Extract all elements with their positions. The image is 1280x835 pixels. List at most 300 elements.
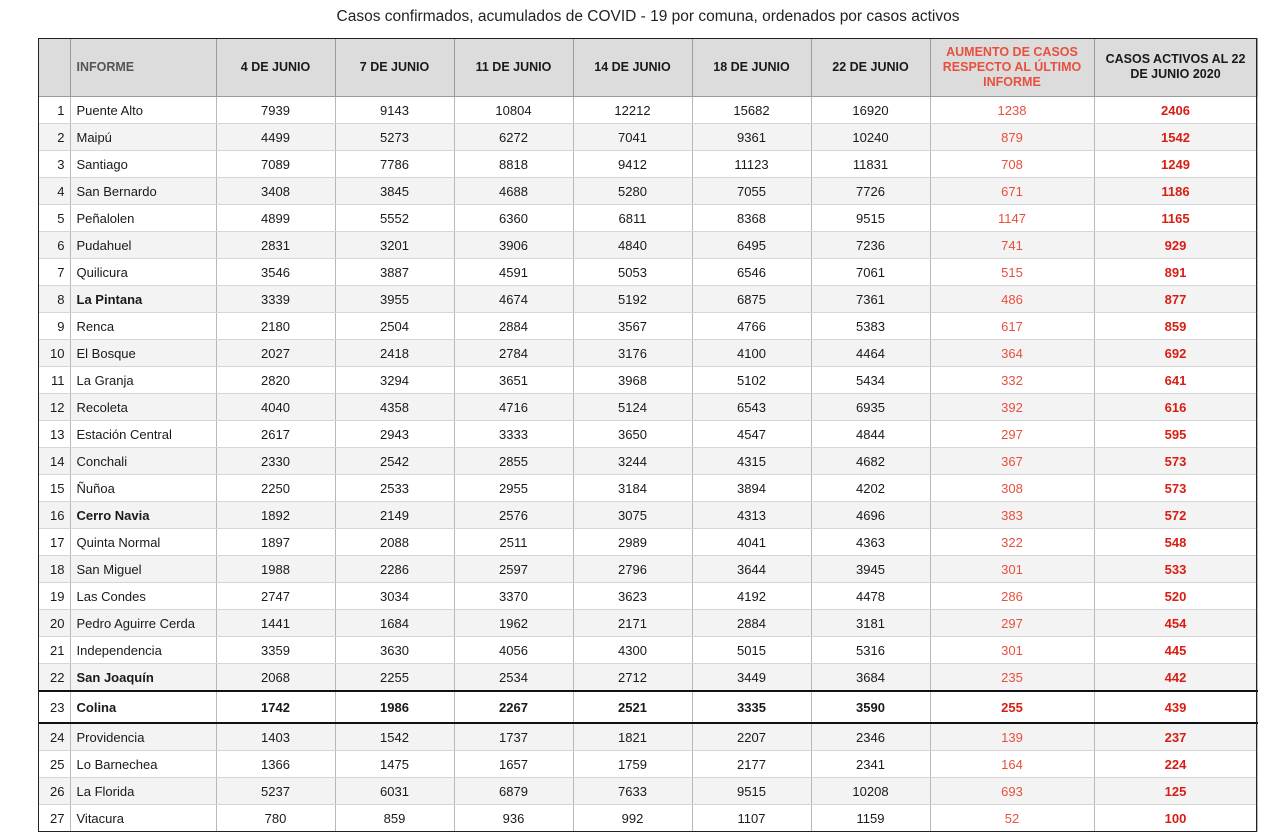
cases-jun-11-cell: 4716 [454,394,573,421]
cases-jun-22-cell: 2346 [811,723,930,751]
cases-jun-22-cell: 16920 [811,97,930,124]
increase-cell: 392 [930,394,1094,421]
cases-jun-4-cell: 1366 [216,751,335,778]
cases-jun-14-cell: 9412 [573,151,692,178]
rank-cell: 3 [38,151,70,178]
increase-cell: 235 [930,664,1094,692]
rank-cell: 8 [38,286,70,313]
cases-jun-22-cell: 3590 [811,691,930,723]
table-row [38,529,1257,556]
rank-cell: 21 [38,637,70,664]
cases-jun-14-cell: 3623 [573,583,692,610]
cases-jun-18-cell: 2207 [692,723,811,751]
comuna-cell: Renca [70,313,216,340]
comuna-cell: Conchali [70,448,216,475]
comuna-cell: Ñuñoa [70,475,216,502]
cases-jun-14-cell: 3567 [573,313,692,340]
cases-jun-4-cell: 1897 [216,529,335,556]
increase-cell: 297 [930,610,1094,637]
cases-jun-18-cell: 4041 [692,529,811,556]
header-active: CASOS ACTIVOS AL 22 DE JUNIO 2020 [1094,38,1257,97]
cases-jun-14-cell: 3968 [573,367,692,394]
covid-table-container [38,38,1257,832]
cases-jun-7-cell: 3887 [335,259,454,286]
table-row [38,286,1257,313]
table-row [38,313,1257,340]
cases-jun-11-cell: 2955 [454,475,573,502]
cases-jun-22-cell: 3181 [811,610,930,637]
cases-jun-22-cell: 4464 [811,340,930,367]
cases-jun-4-cell: 7939 [216,97,335,124]
active-cases-cell: 533 [1094,556,1257,583]
cases-jun-4-cell: 1988 [216,556,335,583]
cases-jun-14-cell: 5124 [573,394,692,421]
active-cases-cell: 1249 [1094,151,1257,178]
comuna-cell: Vitacura [70,805,216,832]
cases-jun-14-cell: 7041 [573,124,692,151]
cases-jun-22-cell: 10240 [811,124,930,151]
cases-jun-18-cell: 11123 [692,151,811,178]
active-cases-cell: 929 [1094,232,1257,259]
increase-cell: 308 [930,475,1094,502]
cases-jun-22-cell: 1159 [811,805,930,832]
increase-cell: 515 [930,259,1094,286]
cases-jun-18-cell: 3894 [692,475,811,502]
rank-cell: 9 [38,313,70,340]
cases-jun-11-cell: 3906 [454,232,573,259]
table-row [38,205,1257,232]
table-row [38,151,1257,178]
cases-jun-18-cell: 7055 [692,178,811,205]
header-date-4: 14 DE JUNIO [573,38,692,97]
cases-jun-22-cell: 7361 [811,286,930,313]
cases-jun-11-cell: 6272 [454,124,573,151]
increase-cell: 322 [930,529,1094,556]
cases-jun-18-cell: 4192 [692,583,811,610]
cases-jun-22-cell: 7061 [811,259,930,286]
cases-jun-11-cell: 2855 [454,448,573,475]
cases-jun-14-cell: 5053 [573,259,692,286]
cases-jun-18-cell: 4547 [692,421,811,448]
increase-cell: 367 [930,448,1094,475]
cases-jun-18-cell: 3449 [692,664,811,692]
increase-cell: 617 [930,313,1094,340]
cases-jun-7-cell: 3294 [335,367,454,394]
active-cases-cell: 520 [1094,583,1257,610]
comuna-cell: Santiago [70,151,216,178]
header-date-1: 4 DE JUNIO [216,38,335,97]
rank-cell: 2 [38,124,70,151]
cases-jun-7-cell: 3034 [335,583,454,610]
comuna-cell: San Bernardo [70,178,216,205]
active-cases-cell: 439 [1094,691,1257,723]
cases-jun-7-cell: 3845 [335,178,454,205]
cases-jun-14-cell: 7633 [573,778,692,805]
cases-jun-7-cell: 1475 [335,751,454,778]
comuna-cell: Cerro Navia [70,502,216,529]
increase-cell: 301 [930,556,1094,583]
table-header [38,38,1257,97]
comuna-cell: Recoleta [70,394,216,421]
active-cases-cell: 125 [1094,778,1257,805]
cases-jun-4-cell: 7089 [216,151,335,178]
cases-jun-4-cell: 3339 [216,286,335,313]
cases-jun-4-cell: 3359 [216,637,335,664]
cases-jun-22-cell: 11831 [811,151,930,178]
header-increase: AUMENTO DE CASOS RESPECTO AL ÚLTIMO INFORME [930,38,1094,97]
cases-jun-14-cell: 2989 [573,529,692,556]
active-cases-cell: 445 [1094,637,1257,664]
cases-jun-4-cell: 1892 [216,502,335,529]
cases-jun-14-cell: 1821 [573,723,692,751]
cases-jun-11-cell: 1737 [454,723,573,751]
comuna-cell: El Bosque [70,340,216,367]
cases-jun-7-cell: 3955 [335,286,454,313]
cases-jun-11-cell: 4688 [454,178,573,205]
comuna-cell: Lo Barnechea [70,751,216,778]
cases-jun-22-cell: 3684 [811,664,930,692]
comuna-cell: La Pintana [70,286,216,313]
cases-jun-22-cell: 4696 [811,502,930,529]
rank-cell: 17 [38,529,70,556]
cases-jun-22-cell: 5316 [811,637,930,664]
cases-jun-11-cell: 1657 [454,751,573,778]
cases-jun-22-cell: 5383 [811,313,930,340]
increase-cell: 139 [930,723,1094,751]
cases-jun-18-cell: 8368 [692,205,811,232]
cases-jun-18-cell: 5015 [692,637,811,664]
cases-jun-11-cell: 3651 [454,367,573,394]
cases-jun-7-cell: 9143 [335,97,454,124]
cases-jun-14-cell: 3184 [573,475,692,502]
cases-jun-4-cell: 5237 [216,778,335,805]
cases-jun-14-cell: 12212 [573,97,692,124]
cases-jun-7-cell: 2149 [335,502,454,529]
cases-jun-11-cell: 6879 [454,778,573,805]
cases-jun-7-cell: 6031 [335,778,454,805]
header-date-5: 18 DE JUNIO [692,38,811,97]
cases-jun-11-cell: 2784 [454,340,573,367]
cases-jun-4-cell: 1742 [216,691,335,723]
cases-jun-18-cell: 6543 [692,394,811,421]
cases-jun-14-cell: 3244 [573,448,692,475]
cases-jun-11-cell: 2267 [454,691,573,723]
cases-jun-14-cell: 3650 [573,421,692,448]
cases-jun-18-cell: 6546 [692,259,811,286]
cases-jun-14-cell: 5192 [573,286,692,313]
cases-jun-14-cell: 6811 [573,205,692,232]
increase-cell: 879 [930,124,1094,151]
cases-jun-18-cell: 9515 [692,778,811,805]
comuna-cell: Pudahuel [70,232,216,259]
rank-cell: 10 [38,340,70,367]
increase-cell: 486 [930,286,1094,313]
cases-jun-14-cell: 2712 [573,664,692,692]
header-date-3: 11 DE JUNIO [454,38,573,97]
rank-cell: 1 [38,97,70,124]
active-cases-cell: 224 [1094,751,1257,778]
increase-cell: 52 [930,805,1094,832]
cases-jun-7-cell: 1542 [335,723,454,751]
cases-jun-18-cell: 3644 [692,556,811,583]
cases-jun-4-cell: 2330 [216,448,335,475]
cases-jun-18-cell: 4766 [692,313,811,340]
cases-jun-4-cell: 2820 [216,367,335,394]
increase-cell: 164 [930,751,1094,778]
cases-jun-4-cell: 4040 [216,394,335,421]
cases-jun-11-cell: 3370 [454,583,573,610]
rank-cell: 11 [38,367,70,394]
cases-jun-18-cell: 1107 [692,805,811,832]
cases-jun-18-cell: 2884 [692,610,811,637]
active-cases-cell: 616 [1094,394,1257,421]
rank-cell: 27 [38,805,70,832]
cases-jun-22-cell: 4682 [811,448,930,475]
active-cases-cell: 1165 [1094,205,1257,232]
table-row [38,421,1257,448]
rank-cell: 24 [38,723,70,751]
table-row [38,610,1257,637]
header-date-2: 7 DE JUNIO [335,38,454,97]
table-row [38,664,1257,692]
cases-jun-18-cell: 15682 [692,97,811,124]
cases-jun-14-cell: 3075 [573,502,692,529]
table-body [38,97,1257,832]
table-row [38,367,1257,394]
rank-cell: 7 [38,259,70,286]
comuna-cell: Quilicura [70,259,216,286]
cases-jun-18-cell: 6495 [692,232,811,259]
covid-cases-table [38,38,1258,832]
cases-jun-4-cell: 2027 [216,340,335,367]
cases-jun-11-cell: 4674 [454,286,573,313]
increase-cell: 693 [930,778,1094,805]
comuna-cell: Las Condes [70,583,216,610]
cases-jun-14-cell: 3176 [573,340,692,367]
cases-jun-14-cell: 1759 [573,751,692,778]
cases-jun-4-cell: 3546 [216,259,335,286]
active-cases-cell: 641 [1094,367,1257,394]
cases-jun-11-cell: 8818 [454,151,573,178]
rank-cell: 13 [38,421,70,448]
cases-jun-18-cell: 4100 [692,340,811,367]
cases-jun-22-cell: 4202 [811,475,930,502]
active-cases-cell: 573 [1094,475,1257,502]
rank-cell: 25 [38,751,70,778]
cases-jun-14-cell: 2171 [573,610,692,637]
table-row [38,805,1257,832]
cases-jun-4-cell: 2831 [216,232,335,259]
active-cases-cell: 442 [1094,664,1257,692]
active-cases-cell: 692 [1094,340,1257,367]
header-date-6: 22 DE JUNIO [811,38,930,97]
rank-cell: 6 [38,232,70,259]
active-cases-cell: 1186 [1094,178,1257,205]
cases-jun-18-cell: 5102 [692,367,811,394]
cases-jun-4-cell: 2180 [216,313,335,340]
table-row [38,556,1257,583]
comuna-cell: San Miguel [70,556,216,583]
table-row [38,232,1257,259]
cases-jun-4-cell: 4499 [216,124,335,151]
active-cases-cell: 573 [1094,448,1257,475]
cases-jun-22-cell: 3945 [811,556,930,583]
increase-cell: 332 [930,367,1094,394]
increase-cell: 364 [930,340,1094,367]
cases-jun-11-cell: 4591 [454,259,573,286]
cases-jun-4-cell: 4899 [216,205,335,232]
cases-jun-22-cell: 5434 [811,367,930,394]
cases-jun-11-cell: 936 [454,805,573,832]
table-row [38,475,1257,502]
cases-jun-7-cell: 2533 [335,475,454,502]
cases-jun-11-cell: 2511 [454,529,573,556]
cases-jun-11-cell: 4056 [454,637,573,664]
cases-jun-7-cell: 2418 [335,340,454,367]
comuna-cell: Pedro Aguirre Cerda [70,610,216,637]
cases-jun-18-cell: 3335 [692,691,811,723]
rank-cell: 5 [38,205,70,232]
table-row [38,178,1257,205]
rank-cell: 14 [38,448,70,475]
active-cases-cell: 100 [1094,805,1257,832]
cases-jun-14-cell: 992 [573,805,692,832]
cases-jun-11-cell: 10804 [454,97,573,124]
highlighted-table-row [38,691,1257,723]
cases-jun-7-cell: 7786 [335,151,454,178]
cases-jun-18-cell: 6875 [692,286,811,313]
cases-jun-11-cell: 2884 [454,313,573,340]
cases-jun-4-cell: 780 [216,805,335,832]
cases-jun-14-cell: 4840 [573,232,692,259]
cases-jun-22-cell: 4478 [811,583,930,610]
cases-jun-11-cell: 2534 [454,664,573,692]
rank-cell: 15 [38,475,70,502]
cases-jun-14-cell: 5280 [573,178,692,205]
cases-jun-7-cell: 5552 [335,205,454,232]
cases-jun-4-cell: 2068 [216,664,335,692]
increase-cell: 671 [930,178,1094,205]
cases-jun-7-cell: 2943 [335,421,454,448]
rank-cell: 4 [38,178,70,205]
cases-jun-22-cell: 7726 [811,178,930,205]
cases-jun-11-cell: 1962 [454,610,573,637]
table-row [38,259,1257,286]
cases-jun-7-cell: 2542 [335,448,454,475]
cases-jun-18-cell: 9361 [692,124,811,151]
rank-cell: 12 [38,394,70,421]
cases-jun-4-cell: 3408 [216,178,335,205]
cases-jun-7-cell: 1986 [335,691,454,723]
cases-jun-7-cell: 5273 [335,124,454,151]
active-cases-cell: 891 [1094,259,1257,286]
active-cases-cell: 572 [1094,502,1257,529]
cases-jun-11-cell: 2597 [454,556,573,583]
active-cases-cell: 548 [1094,529,1257,556]
rank-cell: 26 [38,778,70,805]
table-row [38,723,1257,751]
table-row [38,583,1257,610]
cases-jun-7-cell: 2255 [335,664,454,692]
increase-cell: 1147 [930,205,1094,232]
comuna-cell: San Joaquín [70,664,216,692]
cases-jun-14-cell: 2521 [573,691,692,723]
cases-jun-22-cell: 7236 [811,232,930,259]
comuna-cell: Peñalolen [70,205,216,232]
increase-cell: 255 [930,691,1094,723]
comuna-cell: Estación Central [70,421,216,448]
header-informe: INFORME [70,38,216,97]
comuna-cell: Providencia [70,723,216,751]
increase-cell: 1238 [930,97,1094,124]
cases-jun-22-cell: 4363 [811,529,930,556]
cases-jun-7-cell: 1684 [335,610,454,637]
cases-jun-18-cell: 4315 [692,448,811,475]
cases-jun-4-cell: 1403 [216,723,335,751]
cases-jun-7-cell: 4358 [335,394,454,421]
rank-cell: 23 [38,691,70,723]
cases-jun-4-cell: 2617 [216,421,335,448]
increase-cell: 297 [930,421,1094,448]
comuna-cell: Maipú [70,124,216,151]
comuna-cell: Independencia [70,637,216,664]
table-row [38,97,1257,124]
cases-jun-4-cell: 2747 [216,583,335,610]
rank-cell: 20 [38,610,70,637]
active-cases-cell: 859 [1094,313,1257,340]
cases-jun-7-cell: 3201 [335,232,454,259]
cases-jun-22-cell: 4844 [811,421,930,448]
cases-jun-18-cell: 4313 [692,502,811,529]
header-rank [38,38,70,97]
rank-cell: 16 [38,502,70,529]
active-cases-cell: 454 [1094,610,1257,637]
cases-jun-11-cell: 2576 [454,502,573,529]
active-cases-cell: 877 [1094,286,1257,313]
cases-jun-7-cell: 859 [335,805,454,832]
cases-jun-11-cell: 6360 [454,205,573,232]
active-cases-cell: 237 [1094,723,1257,751]
active-cases-cell: 1542 [1094,124,1257,151]
table-row [38,448,1257,475]
increase-cell: 708 [930,151,1094,178]
comuna-cell: Puente Alto [70,97,216,124]
cases-jun-22-cell: 6935 [811,394,930,421]
cases-jun-22-cell: 10208 [811,778,930,805]
comuna-cell: Quinta Normal [70,529,216,556]
table-row [38,340,1257,367]
comuna-cell: Colina [70,691,216,723]
cases-jun-7-cell: 2504 [335,313,454,340]
active-cases-cell: 2406 [1094,97,1257,124]
cases-jun-14-cell: 4300 [573,637,692,664]
cases-jun-22-cell: 9515 [811,205,930,232]
comuna-cell: La Florida [70,778,216,805]
cases-jun-7-cell: 3630 [335,637,454,664]
increase-cell: 741 [930,232,1094,259]
table-row [38,124,1257,151]
rank-cell: 19 [38,583,70,610]
cases-jun-11-cell: 3333 [454,421,573,448]
table-row [38,502,1257,529]
cases-jun-7-cell: 2088 [335,529,454,556]
cases-jun-22-cell: 2341 [811,751,930,778]
comuna-cell: La Granja [70,367,216,394]
active-cases-cell: 595 [1094,421,1257,448]
cases-jun-7-cell: 2286 [335,556,454,583]
table-row [38,394,1257,421]
rank-cell: 22 [38,664,70,692]
